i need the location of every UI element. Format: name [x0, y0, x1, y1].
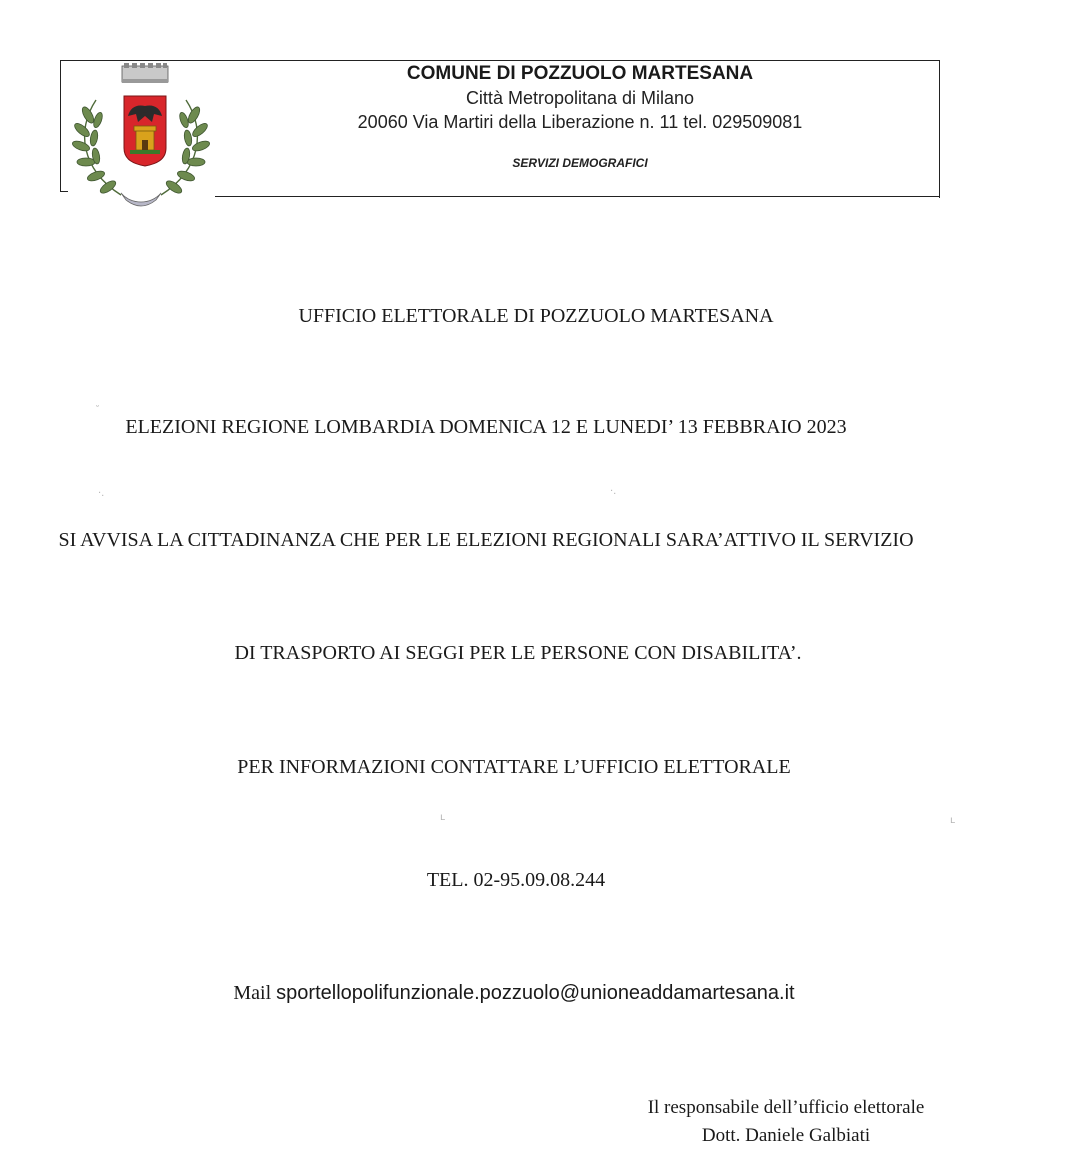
phone-line: TEL. 02-95.09.08.244	[426, 869, 606, 891]
municipality-name: COMUNE DI POZZUOLO MARTESANA	[406, 63, 754, 84]
office-heading: UFFICIO ELETTORALE DI POZZUOLO MARTESANA	[298, 305, 774, 327]
info-line: PER INFORMAZIONI CONTATTARE L’UFFICIO ELETTORALE	[237, 756, 791, 778]
letterhead-border-left	[60, 60, 61, 192]
scan-speck: ·.	[98, 488, 105, 499]
letterhead	[60, 60, 940, 198]
province-name: Città Metropolitana di Milano	[465, 88, 695, 108]
municipal-crest-icon	[66, 60, 216, 210]
election-heading: ELEZIONI REGIONE LOMBARDIA DOMENICA 12 E LUNEDI’ 13 FEBBRAIO 2023	[125, 416, 847, 438]
mail-line	[0, 982, 1050, 1005]
mail-address[interactable]: sportellopolifunzionale.pozzuolo@unioneaddamartesana.it	[276, 982, 795, 1004]
signature-block	[600, 1094, 972, 1150]
notice-line-1: SI AVVISA LA CITTADINANZA CHE PER LE ELEZIONI REGIONALI SARA’ATTIVO IL SERVIZIO	[58, 529, 914, 551]
signature-role: Il responsabile dell’ufficio elettorale	[647, 1097, 925, 1118]
municipality-address: 20060 Via Martiri della Liberazione n. 11 tel. 029509081	[357, 112, 803, 132]
scan-speck: ʟ	[950, 815, 956, 826]
scan-speck: ˘	[95, 405, 100, 416]
signature-name: Dott. Daniele Galbiati	[701, 1125, 871, 1146]
letterhead-text	[220, 62, 940, 170]
letterhead-border-bottom	[215, 196, 940, 197]
scan-speck: ʟ	[440, 812, 446, 823]
department-name: SERVIZI DEMOGRAFICI	[512, 156, 648, 170]
scan-speck: ·.	[610, 486, 617, 497]
notice-line-2: DI TRASPORTO AI SEGGI PER LE PERSONE CON DISABILITA’.	[234, 642, 802, 664]
mail-label: Mail	[233, 982, 272, 1004]
